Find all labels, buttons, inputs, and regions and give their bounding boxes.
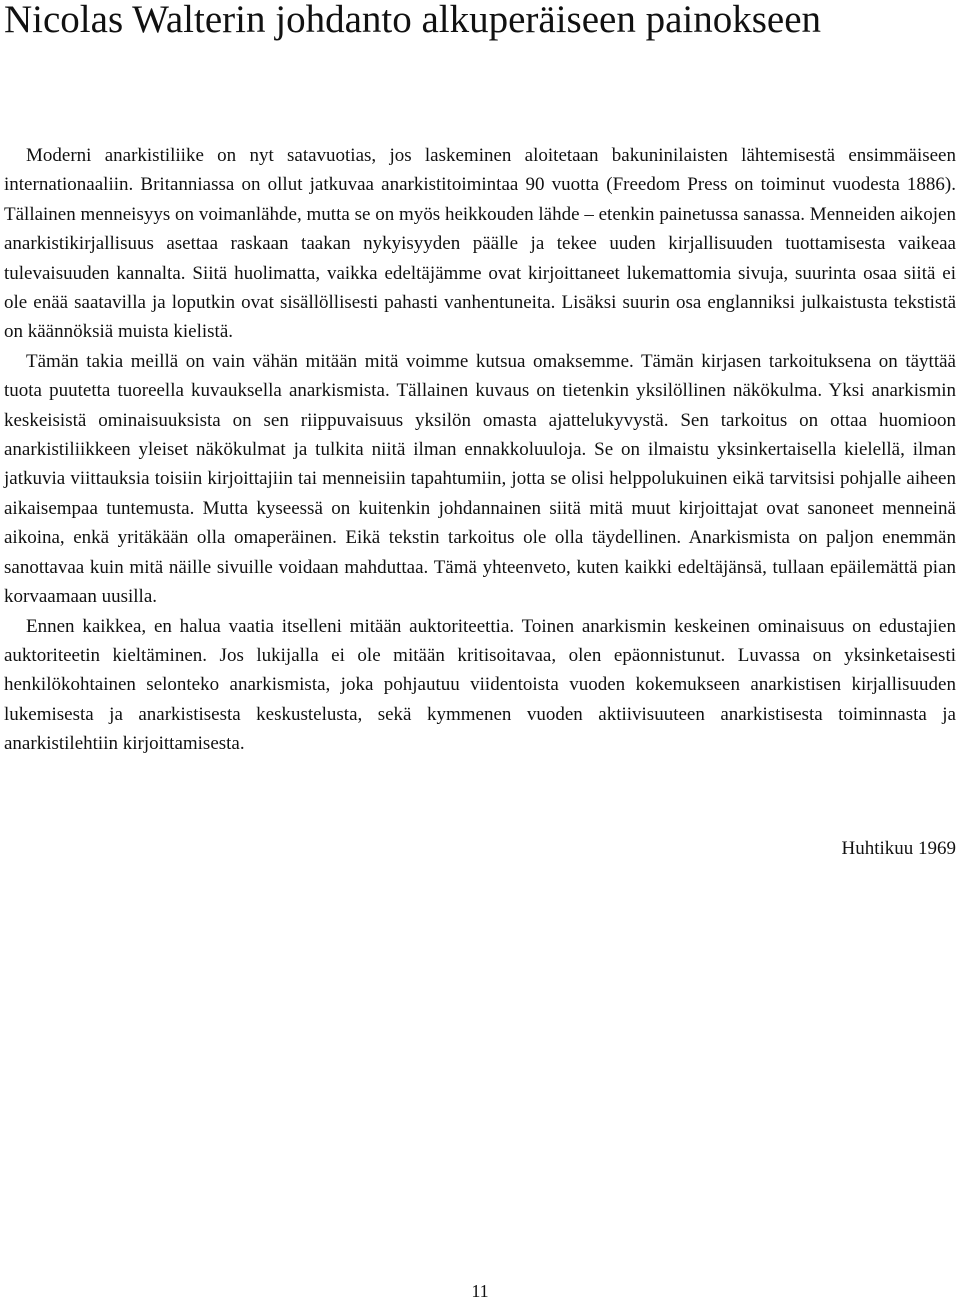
paragraph-1: Moderni anarkistiliike on nyt satavuotias, jos laskeminen aloitetaan bakuninilaisten lähtemisestä ensimmäiseen internationaaliin. Britanniassa on ollut jatkuvaa anarkistitoimintaa 90 vuotta (Freedom Press on toiminut vuodesta 1886). Tällainen menneisyys on voimanlähde, mutta se on myös heikkouden lähde – etenkin painetussa sanassa. Menneiden aikojen anarkistikirjallisuus asettaa raskaan taakan nykyisyyden päälle ja tekee uuden kirjallisuuden tuottamisesta vaikeaa tulevaisuuden kannalta. Siitä huolimatta, vaikka edeltäjämme ovat kirjoittaneet lukemattomia sivuja, suurinta osaa siitä ei ole enää saatavilla ja loputkin ovat sisällöllisesti pahasti vanhentuneita. Lisäksi suurin osa englanniksi julkaistusta tekstistä on käännöksiä muista kielistä. — [4, 145, 956, 343]
chapter-title: Nicolas Walterin johdanto alkuperäiseen painokseen — [4, 0, 822, 41]
chapter-body — [4, 141, 956, 759]
paragraph-2: Tämän takia meillä on vain vähän mitään mitä voimme kutsua omaksemme. Tämän kirjasen tarkoituksena on täyttää tuota puutetta tuoreella kuvauksella anarkismista. Tällainen kuvaus on tietenkin yksilöllinen näkökulma. Yksi anarkismin keskeisistä ominaisuuksista on sen riippuvaisuus yksilön omasta ajattelukyvystä. Sen tarkoitus on ottaa huomioon anarkistiliikkeen yleiset näkökulmat ja tulkita niitä ilman ennakkoluuloja. Se on ilmaistu yksinkertaisella kielellä, ilman jatkuvia viittauksia toisiin kirjoittajiin tai menneisiin tapahtumiin, jotta se olisi helppolukuinen eikä tarvitsisi pohjalle aiheen aikaisempaa tuntemusta. Mutta kyseessä on kuitenkin johdannainen siitä mitä muut kirjoittajat ovat sanoneet menneinä aikoina, enkä yritäkään olla omaperäinen. Eikä tekstin tarkoitus ole olla täydellinen. Anarkismista on paljon enemmän sanottavaa kuin mitä näille sivuille voidaan mahduttaa. Tämä yhteenveto, kuten kaikki edeltäjänsä, tullaan epäilemättä pian korvaamaan uusilla. — [4, 350, 956, 608]
signature-date: Huhtikuu 1969 — [841, 838, 956, 859]
page-number: 11 — [471, 1281, 489, 1301]
paragraph-3: Ennen kaikkea, en halua vaatia itselleni mitään auktoriteettia. Toinen anarkismin keskeinen ominaisuus on edustajien auktoriteetin kieltäminen. Jos lukijalla ei ole mitään kritisoitavaa, olen epäonnistunut. Luvassa on yksinketaisesti henkilökohtainen selonteko anarkismista, joka pohjautuu viidentoista vuoden kokemukseen anarkistisen kirjallisuuden lukemisesta ja anarkistisesta keskustelusta, sekä kymmenen vuoden aktiivisuuteen anarkistisesta toiminnasta ja anarkistilehtiin kirjoittamisesta. — [4, 615, 956, 755]
